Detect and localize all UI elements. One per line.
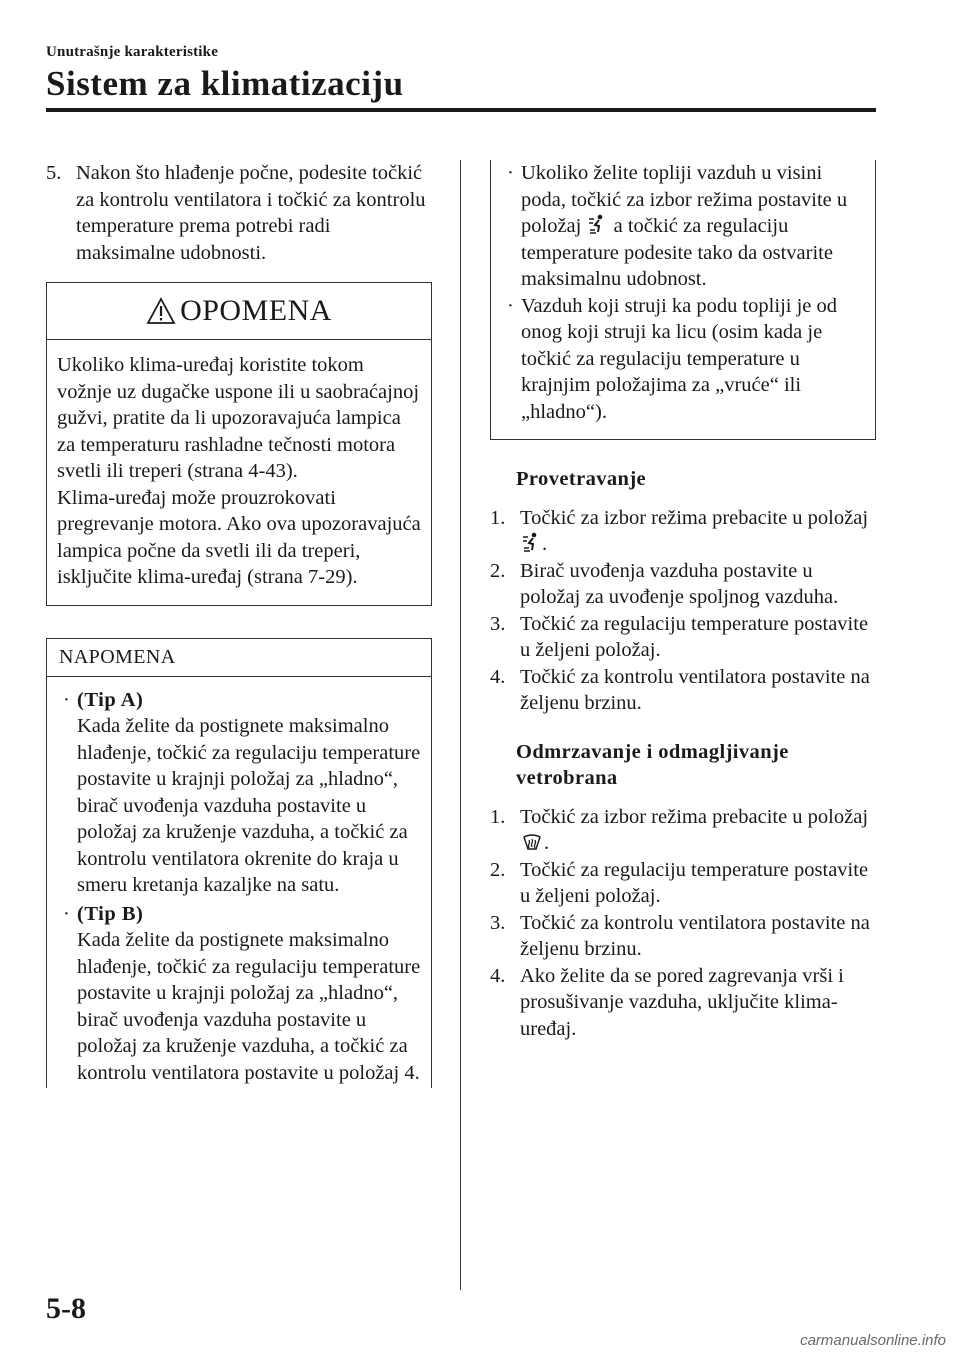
step-text: Ako želite da se pored zagrevanja vrši i prosušivanje vazduha, uključite klima-uređaj.	[520, 964, 844, 1040]
step-text: Točkić za izbor režima prebacite u položaj	[520, 506, 869, 529]
windshield-defrost-icon	[522, 833, 542, 851]
step-text: Točkić za kontrolu ventilatora postavite na željenu brzinu.	[520, 665, 870, 714]
step-text: Točkić za kontrolu ventilatora postavite na željenu brzinu.	[520, 911, 870, 960]
defrost-steps	[490, 804, 876, 1043]
note-body	[47, 677, 431, 1089]
step-number: 1.	[490, 805, 506, 828]
warning-body	[47, 340, 431, 605]
heading-line: vetrobrana	[516, 767, 618, 789]
note-item-text: Kada želite da postignete maksimalno hlađenje, točkić za regulaciju temperature postavite u krajnji položaj za „hladno“, birač uvođenja vazduha postavite u položaj za kruženje vazduha, a točkić za kontrolu ventilatora postavite u položaj 4.	[77, 929, 421, 1084]
step-item	[490, 857, 876, 910]
note-continuation-box	[490, 160, 876, 440]
note-item-text: Kada želite da postignete maksimalno hlađenje, točkić za regulaciju temperature postavite u krajnji položaj za „hladno“, birač uvođenja vazduha postavite u položaj za kruženje vazduha, a točkić za kontrolu ventilatora okrenite do kraja u smeru kretanja kazaljke na satu.	[77, 715, 421, 896]
step-number: 1.	[490, 506, 506, 529]
note-item-text: a točkić za regulaciju temperature podesite tako da ostvarite maksimalnu udobnost.	[521, 215, 833, 290]
step-number: 3.	[490, 612, 506, 635]
note-item-title: (Tip B)	[77, 902, 144, 925]
step-number: 2.	[490, 858, 506, 881]
step-text: Točkić za regulaciju temperature postavite u željeni položaj.	[520, 612, 869, 661]
warning-triangle-icon	[146, 297, 176, 325]
right-column	[490, 160, 876, 1042]
note-item	[503, 293, 865, 426]
step-number: 5.	[46, 162, 62, 184]
section-heading	[490, 739, 876, 792]
step-number: 4.	[490, 665, 506, 688]
left-column	[46, 160, 432, 1088]
heading-line: Odmrzavanje i odmagljivanje	[516, 740, 789, 763]
section-heading: Provetravanje	[516, 468, 647, 490]
ventilation-steps	[490, 505, 876, 717]
warning-header	[47, 283, 431, 340]
title-rule	[46, 108, 876, 112]
bullet: ·	[63, 902, 70, 925]
step-item	[490, 611, 876, 664]
page-number: 5-8	[46, 1292, 86, 1325]
step-number: 4.	[490, 964, 506, 987]
step-text: .	[542, 533, 548, 555]
warning-paragraph: Ukoliko klima-uređaj koristite tokom vožnje uz dugačke uspone ili u saobraćajnoj gužvi, pratite da li upozoravajuća lampica za temperaturu rashladne tečnosti motora svetli ili treperi (strana 4-43).	[57, 354, 420, 482]
step-5	[46, 160, 432, 266]
column-divider	[460, 160, 461, 1290]
step-item	[490, 910, 876, 963]
note-box	[46, 638, 432, 1089]
note-item	[503, 160, 865, 293]
bullet: ·	[507, 294, 514, 317]
note-header: NAPOMENA	[47, 639, 431, 677]
bullet: ·	[507, 162, 514, 184]
page-title: Sistem za klimatizaciju	[46, 64, 404, 103]
footer-site-link[interactable]: carmanualsonline.info	[800, 1332, 946, 1349]
note-item	[59, 687, 421, 899]
bilevel-mode-icon	[588, 214, 606, 234]
step-text: Točkić za izbor režima prebacite u položaj	[520, 805, 869, 828]
note-item-title: (Tip A)	[77, 688, 144, 711]
step-text: Točkić za regulaciju temperature postavite u željeni položaj.	[520, 858, 869, 907]
warning-box	[46, 282, 432, 606]
step-item	[490, 505, 876, 558]
step-text: .	[544, 832, 550, 854]
step-item	[490, 963, 876, 1043]
warning-paragraph: Klima-uređaj može prouzrokovati pregrevanje motora. Ako ova upozoravajuća lampica počne da svetli ili da treperi, isključite klima-uređaj (strana 7-29).	[57, 486, 421, 588]
step-number: 3.	[490, 911, 506, 934]
step-number: 2.	[490, 559, 506, 582]
note-item	[59, 901, 421, 1087]
step-item	[490, 664, 876, 717]
step-text: Nakon što hlađenje počne, podesite točkić za kontrolu ventilatora i točkić za kontrolu temperature prema potrebi radi maksimalne udobnosti.	[76, 162, 426, 264]
bilevel-mode-icon	[522, 532, 540, 552]
step-text: Birač uvođenja vazduha postavite u položaj za uvođenje spoljnog vazduha.	[520, 559, 839, 608]
step-item	[490, 804, 876, 857]
note-item-text: Vazduh koji struji ka podu topliji je od onog koji struji ka licu (osim kada je točkić za regulaciju temperature u krajnjim položajima za „vruće“ ili „hladno“).	[521, 294, 838, 423]
note-item-text: Ukoliko želite topliji vazduh u visini poda, točkić za izbor režima postavite u položaj	[521, 162, 848, 237]
section-label: Unutrašnje karakteristike	[46, 44, 219, 60]
step-item	[490, 558, 876, 611]
bullet: ·	[63, 688, 70, 711]
warning-title: OPOMENA	[180, 293, 332, 327]
